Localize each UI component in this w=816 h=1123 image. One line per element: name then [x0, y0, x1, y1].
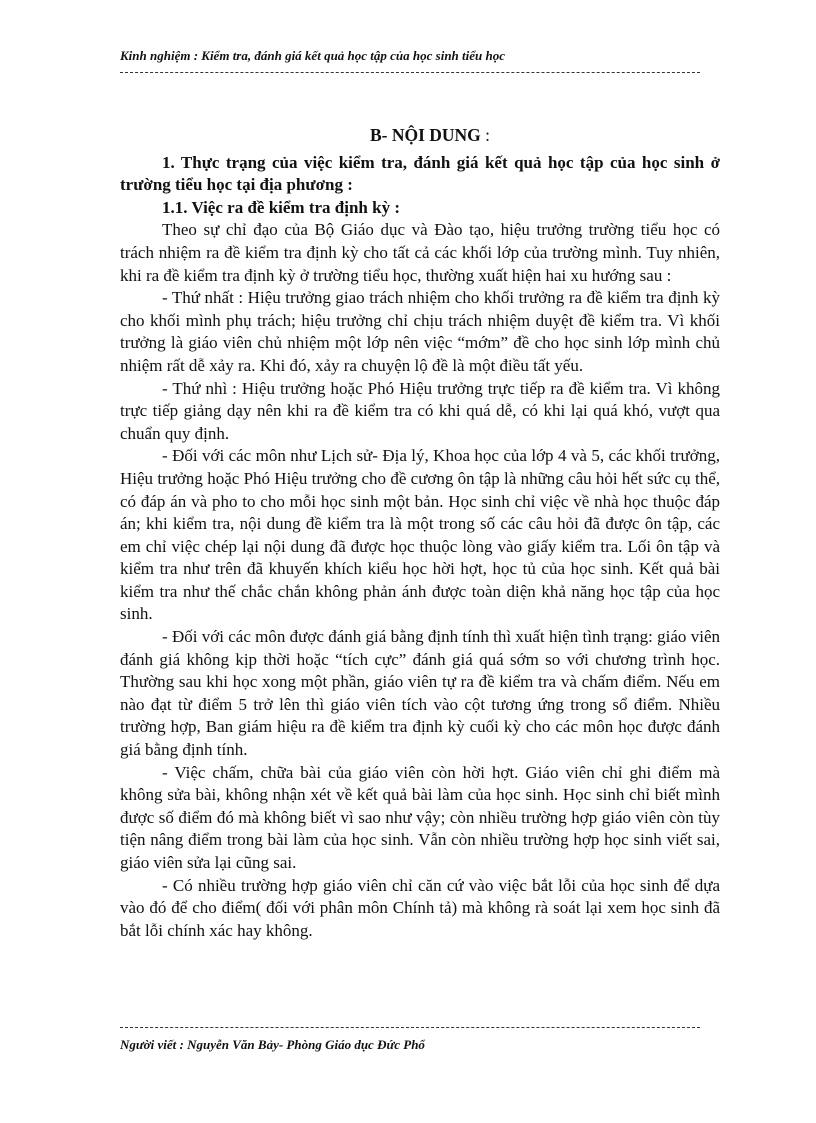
section-title-text: B- NỘI DUNG [369, 125, 481, 145]
paragraph: Theo sự chỉ đạo của Bộ Giáo dục và Đào tạo, hiệu trưởng trường tiểu học có trách nhiệm ra đề kiểm tra định kỳ cho tất cả các khối lớp của trường mình. Tuy nhiên, khi ra đề kiểm tra định kỳ ở trường tiểu học, thường xuất hiện hai xu hướng sau : [120, 220, 720, 285]
footer-divider [120, 1027, 700, 1028]
paragraph: - Có nhiều trường hợp giáo viên chỉ căn cứ vào việc bắt lỗi của học sinh để dựa vào đó để cho điểm( đối với phân môn Chính tả) mà không rà soát lại xem học sinh đã bắt lỗi chính xác hay không. [120, 875, 720, 940]
paragraph: - Thứ nhất : Hiệu trưởng giao trách nhiệm cho khối trưởng ra đề kiểm tra định kỳ cho khối mình phụ trách; hiệu trưởng chỉ chịu trách nhiệm duyệt đề kiểm tra. Vì khối trưởng là giáo viên chủ nhiệm một lớp nên việc “mớm” đề cho học sinh lớp mình chủ nhiệm rất dễ xảy ra. Khi đó, xảy ra chuyện lộ đề là một điều tất yếu. [120, 288, 720, 375]
header-divider [120, 72, 700, 73]
section-title-colon: : [480, 125, 491, 145]
paragraph: - Đối với các môn được đánh giá bằng định tính thì xuất hiện tình trạng: giáo viên đánh giá không kịp thời hoặc “tích cực” đánh giá quá sớm so với chương trình học. Thường sau khi học xong một phần, giáo viên tự ra đề kiểm tra và chấm điểm. Nếu em nào đạt từ điểm 5 trở lên thì giáo viên tích vào cột tương ứng trong sổ điểm. Nhiều trường hợp, Ban giám hiệu ra đề kiểm tra định kỳ cuối kỳ cho các môn học được đánh giá bằng định tính. [120, 627, 720, 760]
section-title [120, 124, 720, 147]
running-header: Kinh nghiệm : Kiểm tra, đánh giá kết quả học tập của học sinh tiểu học [120, 48, 506, 63]
paragraph: - Thứ nhì : Hiệu trưởng hoặc Phó Hiệu trưởng trực tiếp ra đề kiểm tra. Vì không trực tiếp giảng dạy nên khi ra đề kiểm tra có khi quá dễ, có khi lại quá khó, vượt qua chuẩn quy định. [120, 378, 720, 443]
document-body [120, 124, 720, 942]
paragraph: - Đối với các môn như Lịch sử- Địa lý, Khoa học của lớp 4 và 5, các khối trưởng, Hiệu trưởng hoặc Phó Hiệu trưởng cho đề cương ôn tập là những câu hỏi hết sức cụ thể, có đáp án và pho to cho mỗi học sinh một bản. Học sinh chỉ việc về nhà học thuộc đáp án; khi kiểm tra, nội dung đề kiểm tra là một trong số các câu hỏi đã được ôn tập, các em chỉ việc chép lại nội dung đã được học thuộc lòng vào giấy kiểm tra. Lối ôn tập và kiểm tra như trên đã khuyến khích kiểu học hời hợt, học tủ của học sinh. Kết quả bài kiểm tra như thế chắc chắn không phản ánh được toàn diện khả năng học tập của học sinh. [120, 446, 720, 624]
heading-level-1: 1. Thực trạng của việc kiểm tra, đánh giá kết quả học tập của học sinh ở trường tiểu học tại địa phương : [120, 152, 720, 195]
paragraph: - Việc chấm, chữa bài của giáo viên còn hời hợt. Giáo viên chỉ ghi điểm mà không sửa bài, không nhận xét về kết quả bài làm của học sinh. Học sinh chỉ biết mình được số điểm đó mà không biết vì sao như vậy; còn nhiều trường hợp giáo viên còn tùy tiện nâng điểm trong bài làm của học sinh. Vẫn còn nhiều trường hợp học sinh viết sai, giáo viên sửa lại cũng sai. [120, 762, 720, 872]
heading-level-2: 1.1. Việc ra đề kiểm tra định kỳ : [162, 197, 400, 217]
running-footer: Người viết : Nguyễn Văn Bảy- Phòng Giáo dục Đức Phổ [120, 1037, 425, 1052]
